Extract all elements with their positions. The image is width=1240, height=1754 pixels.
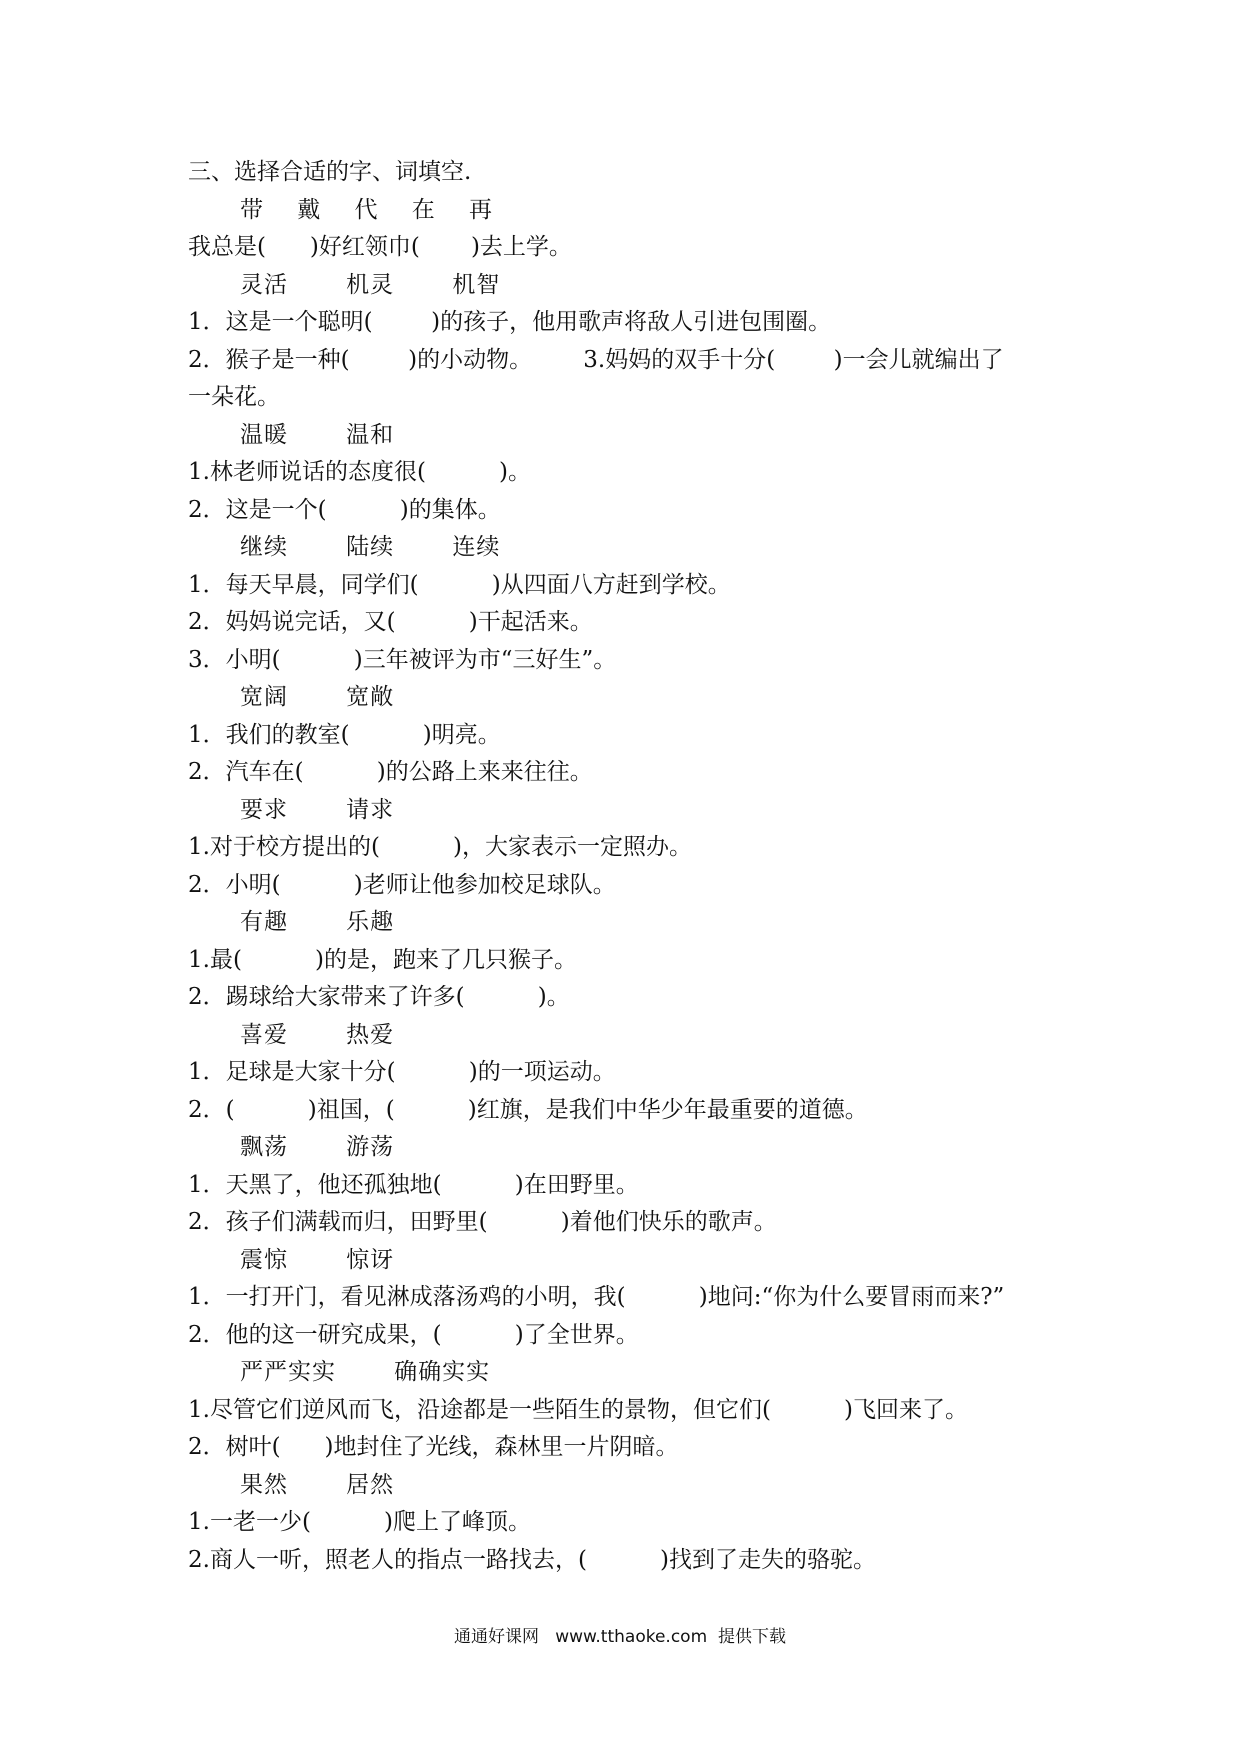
question-line: 2．树叶( )地封住了光线，森林里一片阴暗。 [188, 1434, 679, 1460]
word-options: 灵活 机灵 机智 [240, 271, 501, 298]
word-options: 飘荡 游荡 [240, 1134, 395, 1160]
question-line: 2.商人一听，照老人的指点一路找去，( )找到了走失的骆驼。 [188, 1546, 877, 1573]
section-title: 三、选择合适的字、词填空. [188, 159, 472, 185]
question-line: 1．天黑了，他还孤独地( )在田野里。 [188, 1171, 639, 1198]
word-options: 继续 陆续 连续 [240, 534, 501, 560]
question-line: 1.最( )的是，跑来了几只猴子。 [188, 946, 578, 973]
question-line: 1．一打开门，看见淋成落汤鸡的小明，我( )地问:“你为什么要冒雨而来?” [188, 1284, 1005, 1310]
footer-credit: 通通好课网 www.tthaoke.com 提供下载 [454, 1627, 786, 1647]
word-options: 震惊 惊讶 [240, 1246, 395, 1273]
question-line: 1．足球是大家十分( )的一项运动。 [188, 1059, 616, 1085]
word-options: 温暖 温和 [240, 421, 395, 448]
question-line: 2．踢球给大家带来了许多( )。 [188, 984, 570, 1010]
question-line: 1．我们的教室( )明亮。 [188, 721, 501, 748]
question-line: 1.尽管它们逆风而飞，沿途都是一些陌生的景物，但它们( )飞回来了。 [188, 1396, 969, 1423]
question-line: 2．妈妈说完话，又( )干起活来。 [188, 609, 593, 635]
word-options: 要求 请求 [240, 796, 395, 823]
question-line: 2．小明( )老师让他参加校足球队。 [188, 871, 616, 898]
word-options: 宽阔 宽敞 [240, 684, 395, 710]
word-options: 喜爱 热爱 [240, 1021, 395, 1048]
question-line: 1．每天早晨，同学们( )从四面八方赶到学校。 [188, 571, 731, 598]
word-options: 带 戴 代 在 再 [240, 196, 493, 223]
exercise-body [188, 154, 1088, 1579]
question-line: 我总是( )好红领巾( )去上学。 [188, 234, 572, 260]
exercise-lines [188, 192, 1088, 1580]
word-options: 果然 居然 [240, 1471, 395, 1498]
question-line: 1.林老师说话的态度很( )。 [188, 459, 532, 485]
question-line: 2．他的这一研究成果，( )了全世界。 [188, 1321, 639, 1348]
question-line: 2．汽车在( )的公路上来来往往。 [188, 759, 593, 785]
question-line: 一朵花。 [188, 384, 280, 410]
question-line: 1．这是一个聪明( )的孩子，他用歌声将敌人引进包围圈。 [188, 309, 832, 335]
question-line: 1.一老一少( )爬上了峰顶。 [188, 1509, 532, 1535]
question-line: 2．孩子们满载而归，田野里( )着他们快乐的歌声。 [188, 1209, 777, 1235]
question-line: 1.对于校方提出的( )，大家表示一定照办。 [188, 834, 693, 860]
question-line: 2．这是一个( )的集体。 [188, 496, 501, 523]
word-options: 有趣 乐趣 [240, 909, 395, 935]
question-line: 3．小明( )三年被评为市“三好生”。 [188, 646, 617, 673]
question-line: 2．猴子是一种( )的小动物。 3.妈妈的双手十分( )一会儿就编出了 [188, 346, 1004, 373]
question-line: 2．( )祖国，( )红旗，是我们中华少年最重要的道德。 [188, 1096, 868, 1123]
word-options: 严严实实 确确实实 [240, 1359, 491, 1385]
